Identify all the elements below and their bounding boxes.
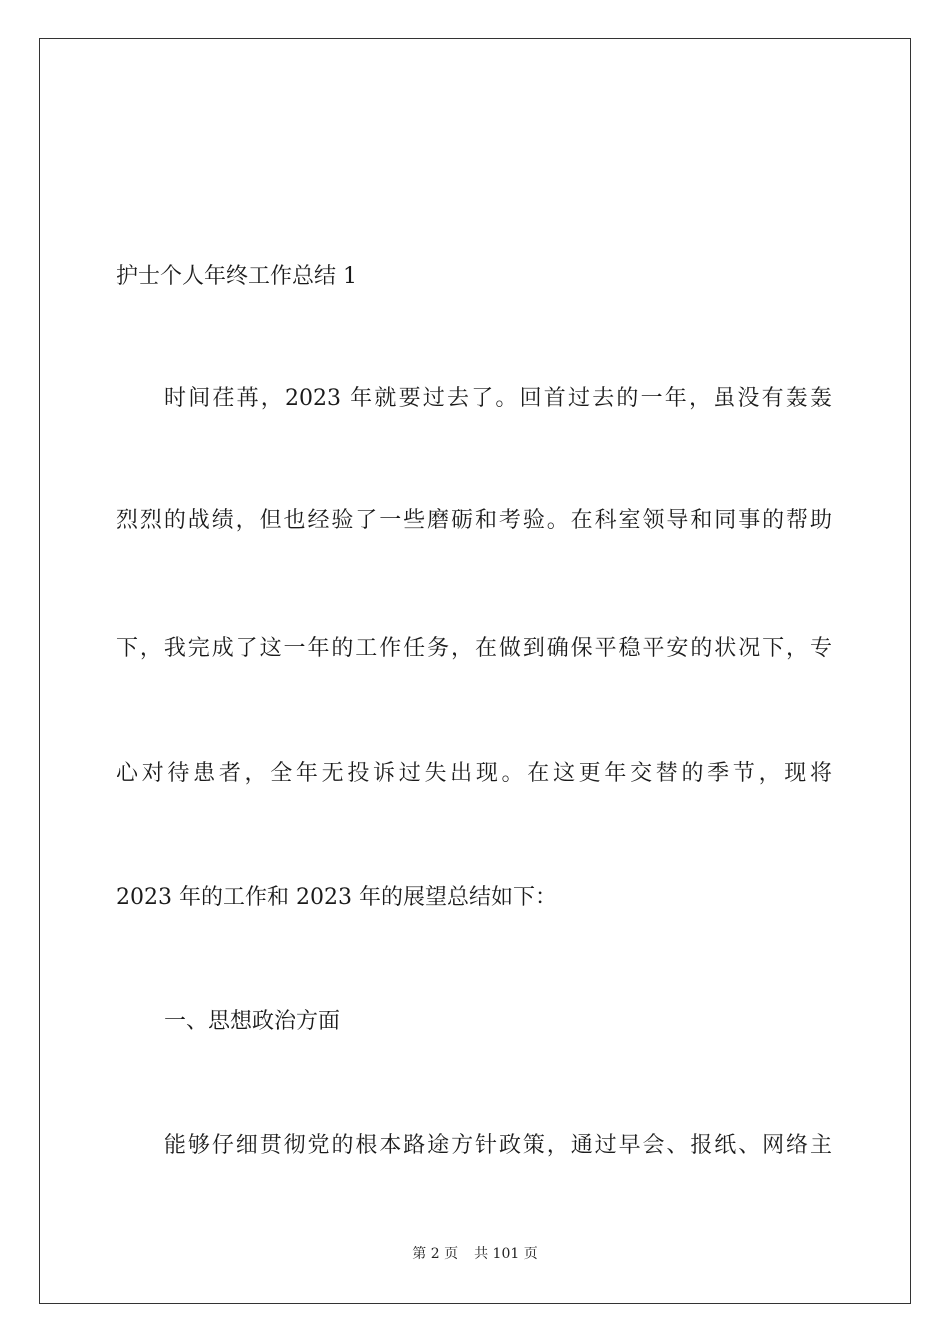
paragraph-line-3: 下，我完成了这一年的工作任务，在做到确保平稳平安的状况下，专 <box>116 636 832 661</box>
page-border <box>39 38 911 1304</box>
paragraph-line-6: 能够仔细贯彻党的根本路途方针政策，通过早会、报纸、网络主 <box>164 1133 832 1158</box>
paragraph-line-5: 2023 年的工作和 2023 年的展望总结如下： <box>116 885 557 910</box>
page-number: 第 2 页 <box>412 1246 459 1262</box>
paragraph-line-2: 烈烈的战绩，但也经验了一些磨砺和考验。在科室领导和同事的帮助 <box>116 508 832 533</box>
document-title: 护士个人年终工作总结 1 <box>116 264 357 289</box>
page-total: 共 101 页 <box>474 1246 538 1262</box>
paragraph-line-1: 时间荏苒，2023 年就要过去了。回首过去的一年，虽没有轰轰 <box>164 386 832 411</box>
paragraph-line-4: 心对待患者，全年无投诉过失出现。在这更年交替的季节，现将 <box>116 761 832 786</box>
page-footer <box>0 1244 950 1264</box>
section-heading: 一、思想政治方面 <box>164 1009 341 1034</box>
